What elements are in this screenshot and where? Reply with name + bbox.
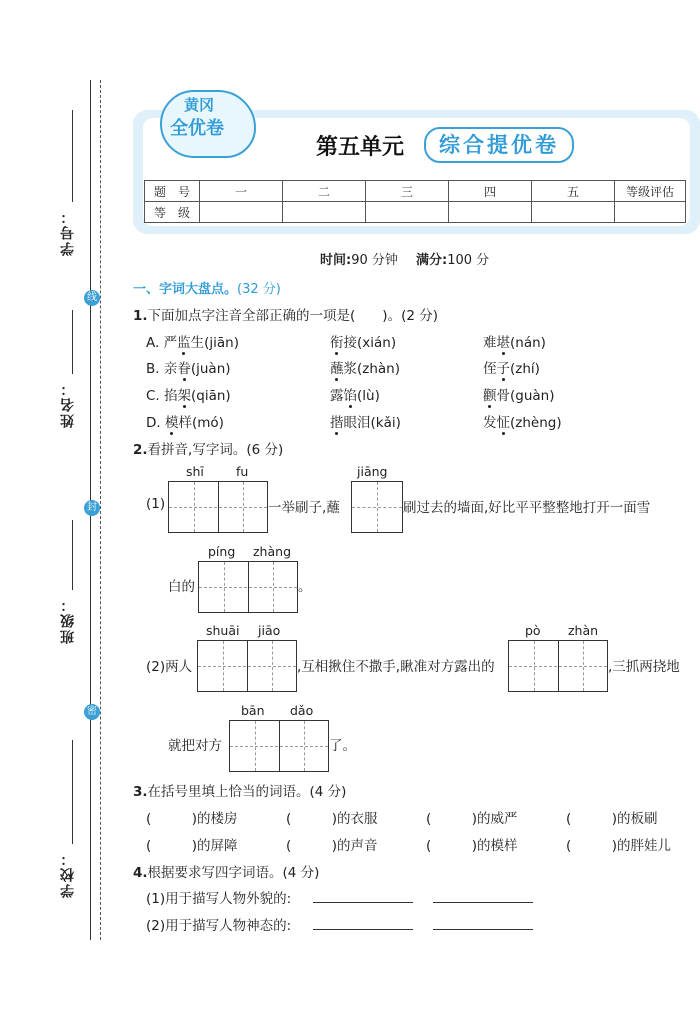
question-number: 4.: [133, 865, 148, 881]
question-text: 根据要求写四字词语。(4 分): [147, 865, 320, 881]
full-score-label: 满分:: [416, 253, 448, 268]
pinyin: fu: [236, 464, 249, 479]
score-input-cell[interactable]: [283, 202, 366, 223]
score-cell: 题 号: [145, 181, 200, 202]
writing-box[interactable]: [197, 640, 297, 692]
fill-blank[interactable]: ( )的威严: [426, 811, 518, 827]
question-text: 下面加点字注音全部正确的一项是( )。(2 分): [147, 308, 438, 324]
option-label: C.: [146, 388, 160, 404]
pinyin: jiāo: [258, 623, 281, 638]
logo-top-text: 黄冈: [184, 96, 215, 114]
q2-part1-label: (1): [146, 496, 166, 512]
fill-blank[interactable]: ( )的楼房: [146, 811, 238, 827]
name-line: [72, 310, 73, 374]
question-2: [133, 438, 283, 458]
class-line: [72, 520, 73, 590]
name-label: 姓名：: [60, 380, 76, 428]
seal-mark-line: 线: [84, 290, 100, 306]
score-cell: 一: [200, 181, 283, 202]
exam-meta: [320, 249, 489, 268]
writing-box[interactable]: [168, 481, 268, 533]
option-c-word-2: 露馅(lù): [330, 388, 380, 404]
fill-blank[interactable]: ( )的模样: [426, 838, 518, 854]
answer-line[interactable]: [313, 929, 413, 930]
fill-blank[interactable]: ( )的屏障: [146, 838, 238, 854]
score-input-cell[interactable]: [449, 202, 532, 223]
option-d-word-3: 发怔(zhèng): [483, 415, 562, 431]
seal-mark-dense: 密: [84, 704, 100, 720]
score-table: [144, 180, 686, 223]
q2-part2-label: (2)两人: [146, 659, 193, 675]
score-cell: 等 级: [145, 202, 200, 223]
q2-part1-text: 白的: [168, 579, 195, 595]
writing-box[interactable]: [508, 640, 608, 692]
fill-blank[interactable]: ( )的衣服: [286, 811, 378, 827]
section-title-text: 一、字词大盘点。: [133, 282, 238, 297]
option-d[interactable]: D. 模样(mó): [146, 415, 224, 431]
section-points: (32 分): [237, 282, 281, 297]
option-a-word-3: 难堪(nán): [483, 335, 546, 351]
answer-line[interactable]: [433, 929, 533, 930]
pinyin: píng: [208, 544, 236, 559]
seal-mark-seal: 封: [84, 500, 100, 516]
answer-line[interactable]: [313, 902, 413, 903]
option-b-word-2: 蘸浆(zhàn): [330, 361, 401, 377]
pinyin: zhàn: [568, 623, 599, 638]
question-number: 3.: [133, 784, 148, 800]
pinyin: pò: [525, 623, 541, 638]
writing-box[interactable]: [198, 561, 298, 613]
q2-part2-text: ,互相揪住不撒手,瞅准对方露出的: [297, 659, 495, 675]
answer-line[interactable]: [433, 902, 533, 903]
option-a[interactable]: A. 严监生(jiān): [146, 335, 239, 351]
question-3: [133, 780, 346, 800]
score-cell: 二: [283, 181, 366, 202]
student-no-line: [72, 110, 73, 202]
pinyin: dǎo: [290, 703, 314, 718]
logo-bottom-text: 全优卷: [170, 118, 224, 139]
score-input-cell[interactable]: [200, 202, 283, 223]
question-number: 2.: [133, 442, 148, 458]
option-c[interactable]: C. 掐架(qiān): [146, 388, 231, 404]
option-label: B.: [146, 361, 160, 377]
score-cell: 五: [532, 181, 615, 202]
score-input-cell[interactable]: [532, 202, 615, 223]
score-input-cell[interactable]: [366, 202, 449, 223]
exam-type-badge: 综合提优卷: [424, 127, 574, 163]
school-line: [72, 740, 73, 844]
pinyin: jiāng: [357, 464, 388, 479]
option-b-word-3: 侄子(zhí): [483, 361, 540, 377]
q2-part1-text: 刷过去的墙面,好比平平整整地打开一面雪: [403, 500, 651, 516]
score-cell: 等级评估: [615, 181, 686, 202]
unit-title: 第五单元: [316, 135, 405, 160]
score-table-row: [145, 202, 686, 223]
pinyin: bān: [241, 703, 265, 718]
q2-part1-text: 。: [298, 579, 312, 595]
q2-part2-text: 就把对方: [168, 738, 222, 754]
fill-blank[interactable]: ( )的胖娃儿: [566, 838, 672, 854]
writing-box[interactable]: [351, 481, 403, 533]
time-value: 90 分钟: [351, 253, 398, 268]
option-label: A.: [146, 335, 160, 351]
class-label: 班级：: [60, 596, 76, 644]
student-no-label: 学号：: [60, 208, 76, 256]
question-text: 在括号里填上恰当的词语。(4 分): [147, 784, 347, 800]
score-table-row: [145, 181, 686, 202]
option-label: D.: [146, 415, 161, 431]
option-c-word-3: 颧骨(guàn): [483, 388, 555, 404]
fill-blank[interactable]: ( )的声音: [286, 838, 378, 854]
fill-blank[interactable]: ( )的板刷: [566, 811, 658, 827]
writing-box[interactable]: [229, 720, 329, 772]
q4-item-2: (2)用于描写人物神态的:: [146, 918, 292, 934]
question-text: 看拼音,写字词。(6 分): [147, 442, 284, 458]
score-input-cell[interactable]: [615, 202, 686, 223]
question-number: 1.: [133, 308, 148, 324]
option-d-word-2: 揩眼泪(kǎi): [330, 415, 401, 431]
q4-item-1: (1)用于描写人物外貌的:: [146, 891, 292, 907]
binding-line-dashed: [100, 80, 101, 940]
option-a-word-2: 衔接(xián): [330, 335, 397, 351]
score-cell: 三: [366, 181, 449, 202]
full-score-value: 100 分: [447, 253, 490, 268]
question-4: [133, 861, 319, 881]
pinyin: shuāi: [206, 623, 240, 638]
school-label: 学校：: [60, 850, 76, 898]
q2-part2-text: ,三抓两挠地: [608, 659, 680, 675]
time-label: 时间:: [320, 253, 352, 268]
pinyin: shī: [186, 464, 204, 479]
pinyin: zhàng: [253, 544, 292, 559]
q2-part2-text: 了。: [329, 738, 356, 754]
section-title: [133, 278, 281, 297]
option-b[interactable]: B. 亲眷(juàn): [146, 361, 231, 377]
score-cell: 四: [449, 181, 532, 202]
question-1: [133, 304, 438, 324]
q2-part1-text: 一举刷子,蘸: [268, 500, 340, 516]
